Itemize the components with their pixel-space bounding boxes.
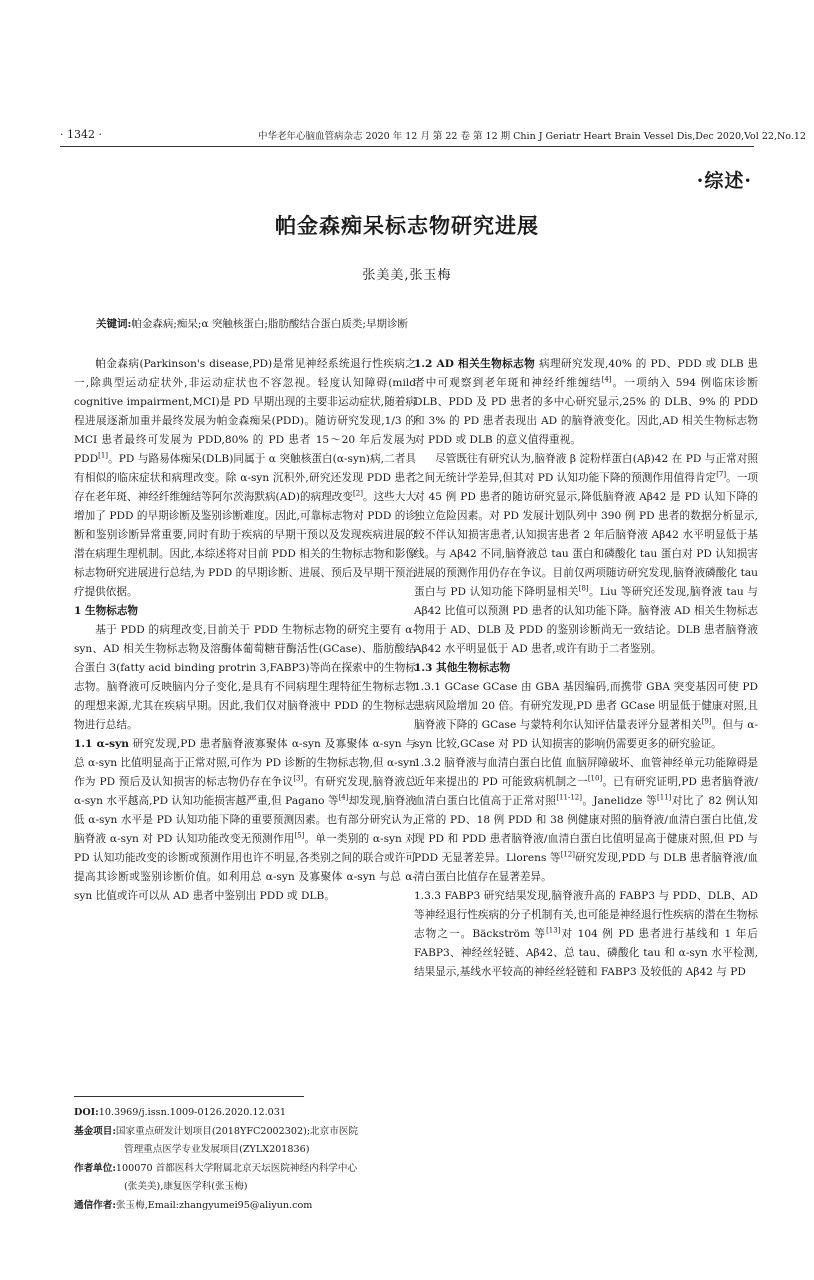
footnote-divider <box>74 1096 304 1097</box>
doi-note: DOI:10.3969/j.issn.1009-0126.2020.12.031 <box>74 1107 286 1118</box>
article-title: 帕金森痴呆标志物研究进展 <box>275 213 539 238</box>
section-label: ·综述· <box>696 170 752 192</box>
keywords-text: 帕金森病;痴呆;α 突触核蛋白;脂肪酸结合蛋白质类;早期诊断 <box>131 318 408 330</box>
heading-alpha-syn: 1.1 α-syn <box>74 738 129 750</box>
page-number: · 1342 · <box>60 128 102 141</box>
heading-ad-biomarkers: 1.2 AD 相关生物标志物 <box>414 358 536 370</box>
left-column: 帕金森病(Parkinson's disease,PD)是常见神经系统退行性疾病之一,除典型运动症状外,非运动症状也不容忽视。轻度认知障碍(mild cognitive impairment,MCI)是 PD 早期出现的主要非运动症状,随着病程进展逐渐加重并最终发展为帕金森痴呆(PDD)。随访研究发现,1/3 的 MCI 患者最终可发展为 PDD,80% 的 PD 患者 15～20 年后发展为 PDD[1]。PD 与路易体痴呆(DLB)同属于 α 突触核蛋白(α-syn)病,二者具有相似的临床症状和病理改变。除 α-syn 沉积外,研究还发现 PDD 患者存在老年斑、神经纤维缠结等阿尔茨海默病(AD)的病理改变[2]。这些大大增加了 PDD 的早期诊断及鉴别诊断难度。因此,可靠标志物对 PDD 的诊断和鉴别诊断异常重要,同时有助于疾病的早期干预以及发现疾病进展的潜在病理生理机制。因此,本综述将对目前 PDD 相关的生物标志物和影像标志物研究进展进行总结,为 PDD 的早期诊断、进展、预后及早期干预治疗提供依据。 1 生物标志物 基于 PDD 的病理改变,目前关于 PDD 生物标志物的研究主要有 α-syn、AD 相关生物标志物及溶酶体葡萄糖苷酶活性(GCase)、脂肪酸结合蛋白 3(fatty acid binding protrin 3,FABP3)等尚在探索中的生物标志物。脑脊液可反映脑内分子变化,是具有不同病理生理特征生物标志物的理想来源,尤其在疾病早期。因此,我们仅对脑脊液中 PDD 的生物标志物进行总结。 1.1 α-syn 研究发现,PD 患者脑脊液寡聚体 α-syn 及寡聚体 α-syn 与总 α-syn 比值明显高于正常对照,可作为 PD 诊断的生物标志物,但 α-syn 作为 PD 预后及认知损害的标志物仍存在争议[3]。有研究发现,脑脊液总 α-syn 水平越高,PD 认知功能损害越严重,但 Pagano 等[4]却发现,脑脊液低 α-syn 水平是 PD 认知功能下降的重要预测因素。也有部分研究认为,脑脊液 α-syn 对 PD 认知功能改变无预测作用[5]。单一类别的 α-syn 对 PD 认知功能改变的诊断或预测作用也许不明显,各类别之间的联合或许可提高其诊断或鉴别诊断价值。如利用总 α-syn 及寡聚体 α-syn 与总 α-syn 比值或许可以从 AD 患者中鉴别出 PDD 或 DLB。 <box>74 355 416 906</box>
keywords-label: 关键词: <box>96 318 132 330</box>
article-authors: 张美美,张玉梅 <box>362 268 452 283</box>
intro-paragraph: 帕金森病(Parkinson's disease,PD)是常见神经系统退行性疾病之一,除典型运动症状外,非运动症状也不容忽视。轻度认知障碍(mild cognitive impairment,MCI)是 PD 早期出现的主要非运动症状,随着病程进展逐渐加重并最终发展为帕金森痴呆(PDD)。随访研究发现,1/3 的 MCI 患者最终可发展为 PDD,80% 的 PD 患者 15～20 年后发展为 PDD[1]。PD 与路易体痴呆(DLB)同属于 α 突触核蛋白(α-syn)病,二者具有相似的临床症状和病理改变。除 α-syn 沉积外,研究还发现 PDD 患者存在老年斑、神经纤维缠结等阿尔茨海默病(AD)的病理改变[2]。这些大大增加了 PDD 的早期诊断及鉴别诊断难度。因此,可靠标志物对 PDD 的诊断和鉴别诊断异常重要,同时有助于疾病的早期干预以及发现疾病进展的潜在病理生理机制。因此,本综述将对目前 PDD 相关的生物标志物和影像标志物研究进展进行总结,为 PDD 的早期诊断、进展、预后及早期干预治疗提供依据。 <box>74 358 416 598</box>
unit-note-cont: (张美美),康复医学科(张玉梅) <box>124 1181 248 1192</box>
corresponding-author-note: 通信作者:张玉梅,Email:zhangyumei95@aliyun.com <box>74 1199 313 1211</box>
fund-note: 基金项目:国家重点研发计划项目(2018YFC2002302);北京市医院 <box>74 1125 359 1137</box>
journal-header: 中华老年心脑血管病杂志 2020 年 12 月 第 22 卷 第 12 期 Chin J Geriatr Heart Brain Vessel Dis,Dec 2020,Vol 22,No.12 <box>258 131 806 142</box>
abeta-paragraph: 尽管既往有研究认为,脑脊液 β 淀粉样蛋白(Aβ)42 在 PD 与正常对照之间无统计学差异,但其对 PD 认知功能下降的预测作用值得肯定[7]。一项对 45 例 PD 患者的随访研究显示,降低脑脊液 Aβ42 是 PD 认知下降的独立危险因素。对 PD 发展计划队列中 390 例 PD 患者的数据分析显示,较不伴认知损害患者,认知损害患者 2 年后脑脊液 Aβ42 水平明显低于基线。与 Aβ42 不同,脑脊液总 tau 蛋白和磷酸化 tau 蛋白对 PD 认知损害进展的预测作用仍存在争议。目前仅两项随访研究发现,脑脊液磷酸化 tau 蛋白与 PD 认知功能下降明显相关[8]。Liu 等研究还发现,脑脊液 tau 与 Aβ42 比值可以预测 PD 患者的认知功能下降。脑脊液 AD 相关生物标志物用于 AD、DLB 及 PDD 的鉴别诊断尚无一致结论。DLB 患者脑脊液 Aβ42 水平明显低于 AD 患者,或许有助于二者鉴别。 <box>414 453 758 655</box>
gcase-paragraph: 1.3.1 GCase GCase 由 GBA 基因编码,而携带 GBA 突变基因可使 PD 患病风险增加 20 倍。有研究发现,PD 患者 GCase 明显低于健康对照,且脑脊液下降的 GCase 与蒙特利尔认知评估量表评分显著相关[9]。但与 α-syn 比较,GCase 对 PD 认知损害的影响仍需要更多的研究验证。 <box>414 681 758 750</box>
biomarkers-paragraph: 基于 PDD 的病理改变,目前关于 PDD 生物标志物的研究主要有 α-syn、AD 相关生物标志物及溶酶体葡萄糖苷酶活性(GCase)、脂肪酸结合蛋白 3(fatty acid binding protrin 3,FABP3)等尚在探索中的生物标志物。脑脊液可反映脑内分子变化,是具有不同病理生理特征生物标志物的理想来源,尤其在疾病早期。因此,我们仅对脑脊液中 PDD 的生物标志物进行总结。 <box>74 624 416 731</box>
fabp3-paragraph: 1.3.3 FABP3 研究结果发现,脑脊液升高的 FABP3 与 PDD、DLB、AD 等神经退行性疾病的分子机制有关,也可能是神经退行性疾病的潜在生物标志物之一。Bäckström 等[13]对 104 例 PD 患者进行基线和 1 年后 FABP3、神经丝轻链、Aβ42、总 tau、磷酸化 tau 和 α-syn 水平检测,结果显示,基线水平较高的神经丝轻链和 FABP3 及较低的 Aβ42 与 PD <box>414 890 758 978</box>
footnotes <box>74 1104 414 1215</box>
albumin-paragraph: 1.3.2 脑脊液与血清白蛋白比值 血脑屏障破坏、血管神经单元功能障碍是近年来提出的 PD 可能致病机制之一[10]。已有研究证明,PD 患者脑脊液/血清白蛋白比值高于正常对照[11-12]。Janelidze 等[11]对比了 82 例认知正常的 PD、18 例 PDD 和 38 例健康对照的脑脊液/血清白蛋白比值,发现 PD 和 PDD 患者脑脊液/血清白蛋白比值明显高于健康对照,但 PD 与 PDD 无显著差异。Llorens 等[12]研究发现,PDD 与 DLB 患者脑脊液/血清白蛋白比值存在显著差异。 <box>414 757 759 883</box>
right-column: 1.2 AD 相关生物标志物 病理研究发现,40% 的 PD、PDD 或 DLB 患者中可观察到老年斑和神经纤维缠结[4]。一项纳入 594 例临床诊断 DLB、PDD 及 PD 患者的多中心研究显示,25% 的 DLB、9% 的 PDD 和 3% 的 PD 患者表现出 AD 的脑脊液变化。因此,AD 相关生物标志物对 PDD 或 DLB 的意义值得重视。 尽管既往有研究认为,脑脊液 β 淀粉样蛋白(Aβ)42 在 PD 与正常对照之间无统计学差异,但其对 PD 认知功能下降的预测作用值得肯定[7]。一项对 45 例 PD 患者的随访研究显示,降低脑脊液 Aβ42 是 PD 认知下降的独立危险因素。对 PD 发展计划队列中 390 例 PD 患者的数据分析显示,较不伴认知损害患者,认知损害患者 2 年后脑脊液 Aβ42 水平明显低于基线。与 Aβ42 不同,脑脊液总 tau 蛋白和磷酸化 tau 蛋白对 PD 认知损害进展的预测作用仍存在争议。目前仅两项随访研究发现,脑脊液磷酸化 tau 蛋白与 PD 认知功能下降明显相关[8]。Liu 等研究还发现,脑脊液 tau 与 Aβ42 比值可以预测 PD 患者的认知功能下降。脑脊液 AD 相关生物标志物用于 AD、DLB 及 PDD 的鉴别诊断尚无一致结论。DLB 患者脑脊液 Aβ42 水平明显低于 AD 患者,或许有助于二者鉴别。 1.3 其他生物标志物 1.3.1 GCase GCase 由 GBA 基因编码,而携带 GBA 突变基因可使 PD 患病风险增加 20 倍。有研究发现,PD 患者 GCase 明显低于健康对照,且脑脊液下降的 GCase 与蒙特利尔认知评估量表评分显著相关[9]。但与 α-syn 比较,GCase 对 PD 认知损害的影响仍需要更多的研究验证。 1.3.2 脑脊液与血清白蛋白比值 血脑屏障破坏、血管神经单元功能障碍是近年来提出的 PD 可能致病机制之一[10]。已有研究证明,PD 患者脑脊液/血清白蛋白比值高于正常对照[11-12]。Janelidze 等[11]对比了 82 例认知正常的 PD、18 例 PDD 和 38 例健康对照的脑脊液/血清白蛋白比值,发现 PD 和 PDD 患者脑脊液/血清白蛋白比值明显高于健康对照,但 PD 与 PDD 无显著差异。Llorens 等[12]研究发现,PDD 与 DLB 患者脑脊液/血清白蛋白比值存在显著差异。 1.3.3 FABP3 研究结果发现,脑脊液升高的 FABP3 与 PDD、DLB、AD 等神经退行性疾病的分子机制有关,也可能是神经退行性疾病的潜在生物标志物之一。Bäckström 等[13]对 104 例 PD 患者进行基线和 1 年后 FABP3、神经丝轻链、Aβ42、总 tau、磷酸化 tau 和 α-syn 水平检测,结果显示,基线水平较高的神经丝轻链和 FABP3 及较低的 Aβ42 与 PD <box>414 355 758 982</box>
heading-other-biomarkers: 1.3 其他生物标志物 <box>414 662 511 674</box>
keywords <box>96 316 408 331</box>
fund-note-cont: 管理重点医学专业发展项目(ZYLX201836) <box>124 1144 310 1155</box>
header-divider <box>60 146 754 147</box>
heading-biomarkers: 1 生物标志物 <box>74 605 139 617</box>
unit-note: 作者单位:100070 首都医科大学附属北京天坛医院神经内科学中心 <box>74 1162 358 1174</box>
